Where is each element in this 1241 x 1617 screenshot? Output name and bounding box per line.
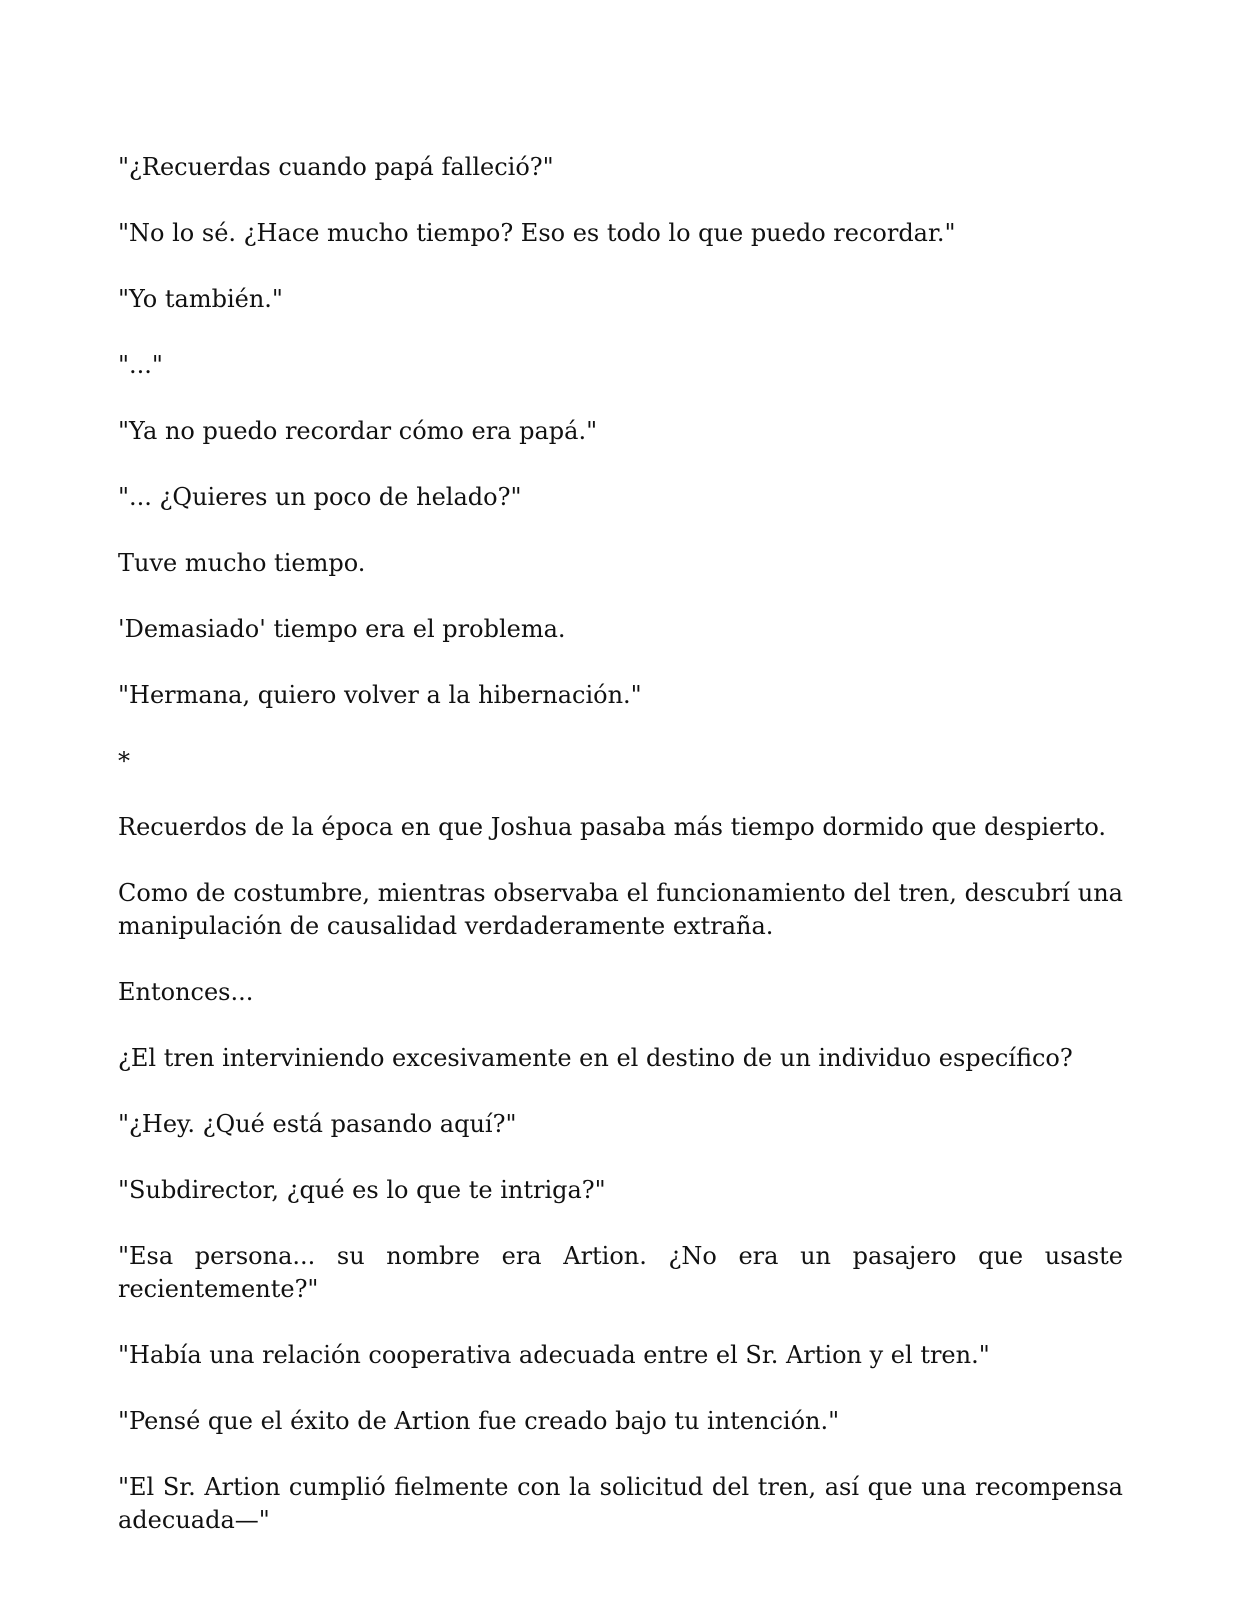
paragraph: Recuerdos de la época en que Joshua pasaba más tiempo dormido que despierto. xyxy=(118,813,1107,841)
scene-break: * xyxy=(118,747,130,775)
paragraph: Tuve mucho tiempo. xyxy=(118,549,366,577)
paragraph: "No lo sé. ¿Hace mucho tiempo? Eso es todo lo que puedo recordar." xyxy=(118,219,956,247)
paragraph: "Había una relación cooperativa adecuada entre el Sr. Artion y el tren." xyxy=(118,1341,990,1369)
paragraph: "¿Recuerdas cuando papá falleció?" xyxy=(118,153,554,181)
paragraph: Entonces... xyxy=(118,978,254,1006)
paragraph: 'Demasiado' tiempo era el problema. xyxy=(118,615,566,643)
paragraph: "... ¿Quieres un poco de helado?" xyxy=(118,483,522,511)
paragraph: Como de costumbre, mientras observaba el funcionamiento del tren, descubrí una manipulación de causalidad verdaderamente extraña. xyxy=(118,879,1123,940)
text-column xyxy=(118,151,1123,1537)
paragraph: "¿Hey. ¿Qué está pasando aquí?" xyxy=(118,1110,517,1138)
paragraph: "Pensé que el éxito de Artion fue creado bajo tu intención." xyxy=(118,1407,840,1435)
paragraph: "..." xyxy=(118,351,163,379)
paragraph: "Yo también." xyxy=(118,285,283,313)
paragraph: "Subdirector, ¿qué es lo que te intriga?" xyxy=(118,1176,606,1204)
paragraph: "El Sr. Artion cumplió fielmente con la solicitud del tren, así que una recompensa adecuada—" xyxy=(118,1473,1123,1534)
paragraph: "Ya no puedo recordar cómo era papá." xyxy=(118,417,598,445)
paragraph: ¿El tren interviniendo excesivamente en el destino de un individuo específico? xyxy=(118,1044,1073,1072)
paragraph: "Hermana, quiero volver a la hibernación." xyxy=(118,681,642,709)
paragraph: "Esa persona... su nombre era Artion. ¿No era un pasajero que usaste recientemente?" xyxy=(118,1242,1123,1303)
